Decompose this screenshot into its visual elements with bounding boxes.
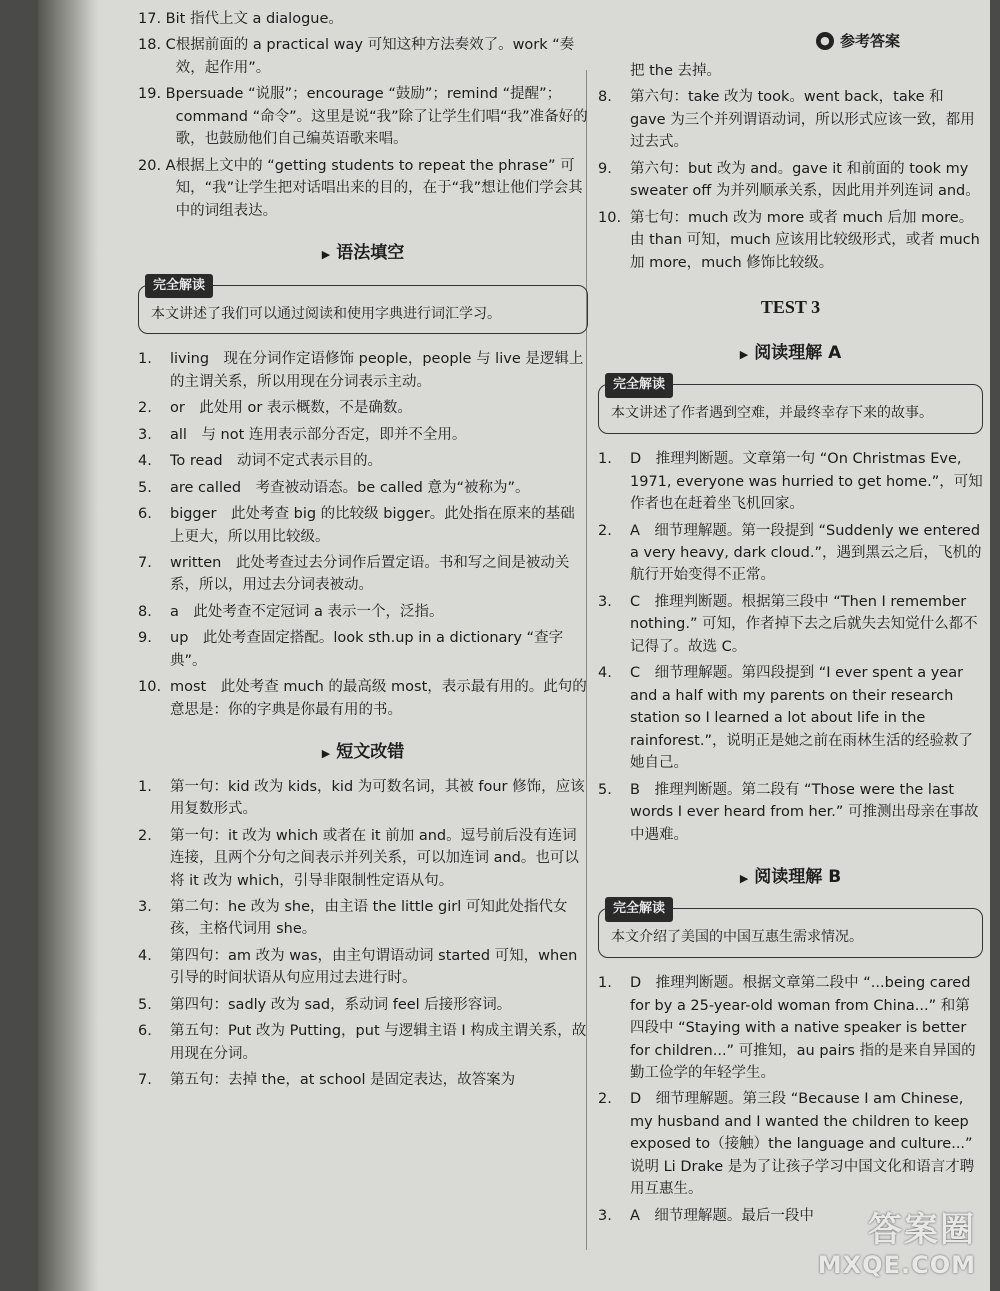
left-top-items [138,8,588,222]
list-item: 1. D 推理判断题。文章第一句 “On Christmas Eve, 1971, everyone was hurried to get home.”，可知作者也在赶着坐飞机回家。 [598,451,983,513]
list-item: 6. 第五句：Put 改为 Putting，put 与逻辑主语 I 构成主谓关系，故用现在分词。 [138,1023,587,1062]
list-item: 1. living 现在分词作定语修饰 people，people 与 live 是逻辑上的主谓关系，所以用现在分词表示主动。 [138,351,584,390]
page-header [816,30,900,51]
list-item: 2. or 此处用 or 表示概数，不是确数。 [138,400,412,417]
list-item: 把 the 去掉。 [630,63,722,79]
list-item: 7. written 此处考查过去分词作后置定语。书和写之间是被动关系，所以，用过去分词表被动。 [138,555,570,594]
list-item: 17. B it 指代上文 a dialogue。 [138,11,343,27]
reading-b-items [598,972,983,1227]
list-item: 10. most 此处考查 much 的最高级 most，表示最有用的。此句的意思是：你的字典是你最有用的书。 [138,679,587,718]
section-title-grammar: ▶ 语法填空 [321,243,405,264]
test-title: TEST 3 [760,297,821,318]
list-item: 9. up 此处考查固定搭配。look sth.up in a dictionary “查字典”。 [138,630,564,669]
grammar-items [138,348,588,721]
list-item: 5. B 推理判断题。第二段有 “Those were the last words I ever heard from her.” 可推测出母亲在事故中遇难。 [598,781,979,843]
section-title-reading-a: ▶ 阅读理解 A [739,343,842,364]
section-title-correction: ▶ 短文改错 [321,742,405,763]
document-page [38,0,990,1291]
watermark-logo [818,1202,976,1279]
summary-text: 本文介绍了美国的中国互惠生需求情况。 [611,929,863,946]
list-item: 7. 第五句：去掉 the，at school 是固定表达，故答案为 [138,1072,516,1089]
list-item: 2. D 细节理解题。第三段 “Because I am Chinese, my husband and I wanted the children to keep exposed to（接触）the language and culture...” 说明 Li Drake 是为了让孩子学习中国文化和语言才聘用互惠生。 [598,1091,975,1198]
right-top-items [598,60,983,274]
list-item: 19. B persuade “说服”；encourage “鼓励”；remind “提醒”；command “命令”。这里是说“我”除了让学生们唱“我”准备好的歌，也鼓励他们自己编英语歌来唱。 [138,86,588,148]
list-item: 4. 第四句：am 改为 was，由主句谓语动词 started 可知，when 引导的时间状语从句应用过去进行时。 [138,947,578,987]
list-item: 5. are called 考查被动语态。be called 意为“被称为”。 [138,479,530,496]
correction-items [138,776,588,1092]
list-item: 6. bigger 此处考查 big 的比较级 bigger。此处指在原来的基础上更大，所以用比较级。 [138,506,575,545]
dot-icon: ● [816,32,834,50]
watermark-line2: MXQE.COM [817,1251,976,1279]
summary-box [138,277,588,335]
list-item: 8. 第六句：take 改为 took。went back，take 和 gave 为三个并列谓语动词，所以形式应该一致，都用过去式。 [598,89,975,151]
list-item: 1. D 推理判断题。根据文章第二段中 “...being cared for by a 25-year-old woman from China...” 和第四段中 “Staying with a native speaker is better for children...” 可推知，au pairs 指的是来自异国的勤工俭学的年轻学生。 [598,975,976,1082]
list-item: 9. 第六句：but 改为 and。gave it 和前面的 took my sweater off 为并列顺承关系，因此用并列连词 and。 [598,160,980,200]
right-column [598,60,983,1231]
list-item: 2. 第一句：it 改为 which 或者在 it 前加 and。逗号前后没有连词连接，且两个分句之间表示并列关系，可以加连词 and。也可以将 it 改为 which，引导非限制性定语从句。 [138,827,579,889]
list-item: 2. A 细节理解题。第一段提到 “Suddenly we entered a very heavy, dark cloud.”，遇到黑云之后，飞机的航行开始变得不正常。 [598,522,982,584]
page-fold-shadow [38,0,98,1291]
summary-box [598,901,983,958]
triangle-right-icon: ▶ [739,872,749,886]
summary-text: 本文讲述了我们可以通过阅读和使用字典进行词汇学习。 [151,305,501,322]
section-title-reading-b: ▶ 阅读理解 B [739,867,842,888]
triangle-right-icon: ▶ [739,348,749,362]
list-item: 10. 第七句：much 改为 more 或者 much 后加 more。由 than 可知，much 应该用比较级形式，或者 much 加 more，much 修饰比较级。 [598,209,980,271]
list-item: 3. C 推理判断题。根据第三段中 “Then I remember nothing.” 可知，作者掉下去之后就失去知觉什么都不记得了。故选 C。 [598,593,978,655]
list-item: 4. To read 动词不定式表示目的。 [138,453,383,470]
left-column [138,8,588,1096]
list-item: 18. C 根据前面的 a practical way 可知这种方法奏效了。work “奏效，起作用”。 [138,37,575,76]
watermark-line1: 答案圈 [868,1210,976,1250]
list-item: 3. A 细节理解题。最后一段中 [598,1207,814,1224]
summary-box [598,377,983,434]
reading-a-items [598,448,983,846]
summary-tag: 完全解读 [605,897,673,921]
list-item: 20. A 根据上文中的 “getting students to repeat the phrase” 可知，“我”让学生把对话唱出来的目的，在于“我”想让他们学会其中的词组表达。 [138,157,583,219]
header-title: 参考答案 [839,32,900,50]
triangle-right-icon: ▶ [321,248,331,262]
list-item: 3. 第二句：he 改为 she，由主语 the little girl 可知此处指代女孩，主格代词用 she。 [138,898,568,938]
summary-text: 本文讲述了作者遇到空难，并最终幸存下来的故事。 [611,405,933,422]
list-item: 4. C 细节理解题。第四段提到 “I ever spent a year and a half with my parents on their research station so I learned a lot about life in the rainforest.”，说明正是她之前在雨林生活的经验救了她自己。 [598,665,973,772]
list-item: 1. 第一句：kid 改为 kids，kid 为可数名词，其被 four 修饰，应该用复数形式。 [138,778,585,818]
summary-tag: 完全解读 [145,274,213,298]
summary-tag: 完全解读 [605,373,673,397]
list-item: 3. all 与 not 连用表示部分否定，即并不全用。 [138,426,467,443]
triangle-right-icon: ▶ [321,747,331,761]
list-item: 8. a 此处考查不定冠词 a 表示一个，泛指。 [138,603,444,620]
list-item: 5. 第四句：sadly 改为 sad，系动词 feel 后接形容词。 [138,996,512,1013]
